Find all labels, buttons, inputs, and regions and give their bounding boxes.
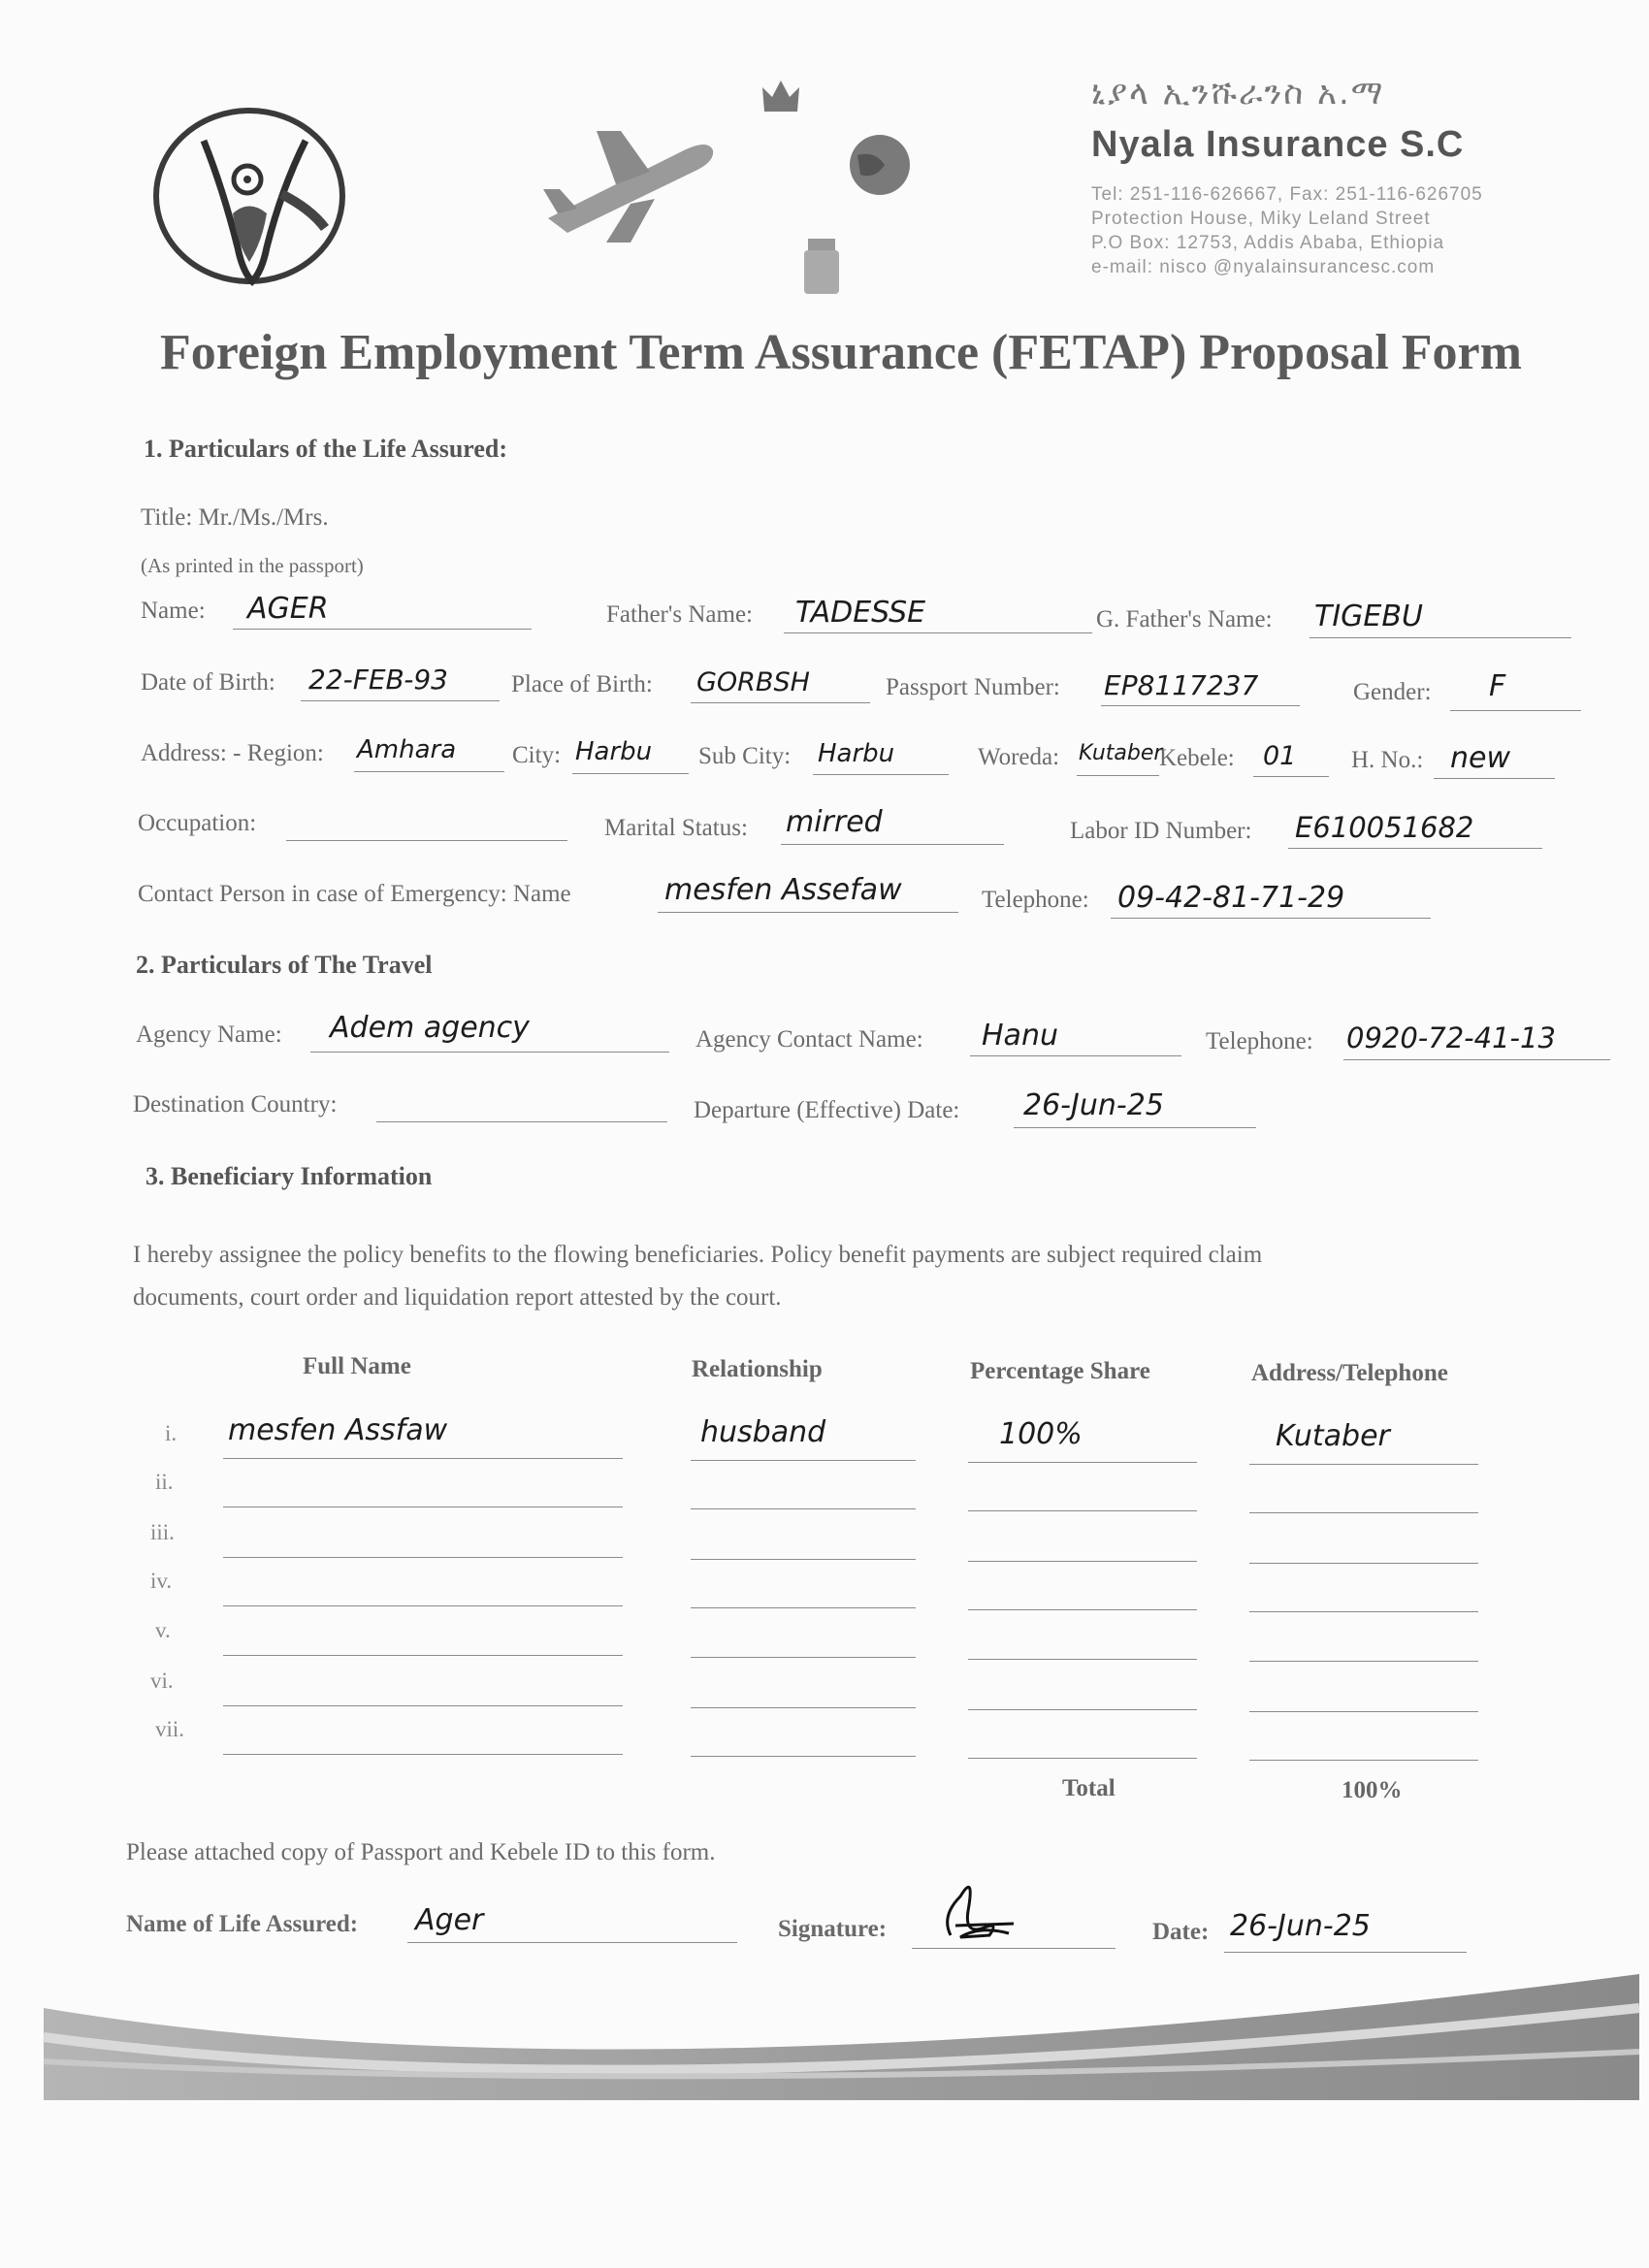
occupation-line: [286, 840, 567, 841]
agency-contact-line: [970, 1055, 1181, 1056]
passport-note: (As printed in the passport): [141, 554, 364, 577]
section2-heading: 2. Particulars of The Travel: [136, 951, 433, 979]
subcity-field[interactable]: Harbu: [818, 739, 895, 768]
name-field[interactable]: AGER: [247, 592, 329, 626]
woreda-field[interactable]: Kutaber: [1079, 741, 1163, 765]
medicine-bottle-icon: [800, 231, 844, 299]
assignment-paragraph-line2: documents, court order and liquidation report attested by the court.: [133, 1284, 782, 1311]
beneficiary-name-line: [223, 1705, 623, 1706]
beneficiary-name-line: [223, 1605, 623, 1606]
beneficiary-name-line: [223, 1754, 623, 1755]
total-value: 100%: [1342, 1777, 1403, 1803]
company-contact-line: P.O Box: 12753, Addis Ababa, Ethiopia: [1091, 233, 1445, 253]
beneficiary-address-line: [1249, 1512, 1478, 1513]
kebele-label: Kebele:: [1159, 745, 1235, 771]
row-number: vii.: [155, 1717, 185, 1741]
kebele-line: [1253, 776, 1329, 777]
beneficiary-relationship-line: [691, 1460, 916, 1461]
beneficiary-relationship-line: [691, 1756, 916, 1757]
pob-label: Place of Birth:: [511, 671, 653, 697]
row-number: vi.: [150, 1669, 174, 1693]
passport-number-field[interactable]: EP8117237: [1104, 669, 1259, 701]
agency-contact-field[interactable]: Hanu: [982, 1019, 1058, 1053]
marital-status-label: Marital Status:: [604, 815, 748, 841]
row-number: ii.: [155, 1470, 174, 1494]
father-name-line: [784, 632, 1092, 633]
gender-field[interactable]: F: [1489, 669, 1506, 703]
agency-telephone-field[interactable]: 0920-72-41-13: [1346, 1021, 1556, 1054]
labor-id-label: Labor ID Number:: [1070, 818, 1252, 844]
agency-telephone-label: Telephone:: [1206, 1028, 1313, 1054]
beneficiary-share-line: [968, 1709, 1197, 1710]
antelope-logo-icon: [146, 102, 354, 291]
signature-label: Signature:: [778, 1916, 888, 1942]
destination-line: [376, 1121, 667, 1122]
destination-label: Destination Country:: [133, 1091, 338, 1118]
column-header-address-telephone: Address/Telephone: [1251, 1360, 1448, 1386]
company-contact-block: [1091, 182, 1483, 279]
beneficiary-name-line: [223, 1458, 623, 1459]
region-field[interactable]: Amhara: [357, 735, 457, 764]
father-name-field[interactable]: TADESSE: [795, 596, 926, 630]
marital-status-field[interactable]: mirred: [786, 805, 883, 839]
woreda-label: Woreda:: [978, 744, 1060, 770]
beneficiary-address-line: [1249, 1611, 1478, 1612]
airplane-icon: [538, 112, 732, 247]
agency-name-line: [310, 1052, 669, 1053]
beneficiary-address-line: [1249, 1661, 1478, 1662]
form-title: Foreign Employment Term Assurance (FETAP) Proposal Form: [160, 325, 1522, 380]
house-number-line: [1434, 778, 1555, 779]
father-name-label: Father's Name:: [606, 601, 753, 628]
company-contact-line: e-mail: nisco @nyalainsurancesc.com: [1091, 257, 1436, 277]
grandfather-name-field[interactable]: TIGEBU: [1314, 599, 1423, 633]
emergency-contact-label: Contact Person in case of Emergency: Name: [138, 881, 571, 907]
row-number: iv.: [150, 1569, 173, 1593]
woreda-line: [1077, 775, 1159, 776]
house-number-label: H. No.:: [1351, 747, 1424, 773]
date-line: [1224, 1952, 1467, 1953]
agency-name-label: Agency Name:: [136, 1021, 282, 1048]
company-name: Nyala Insurance S.C: [1091, 124, 1465, 165]
column-header-relationship: Relationship: [692, 1356, 823, 1382]
row-number: v.: [155, 1618, 171, 1642]
dob-field[interactable]: 22-FEB-93: [308, 664, 448, 696]
labor-id-line: [1288, 848, 1542, 849]
beneficiary-address-line: [1249, 1760, 1478, 1761]
column-header-percentage-share: Percentage Share: [970, 1358, 1150, 1384]
labor-id-field[interactable]: E610051682: [1295, 811, 1474, 844]
passport-number-label: Passport Number:: [886, 674, 1060, 700]
crown-icon: [757, 73, 805, 121]
beneficiary-relationship-field[interactable]: husband: [700, 1415, 826, 1449]
beneficiary-address-line: [1249, 1563, 1478, 1564]
assured-name-line: [407, 1942, 737, 1943]
subcity-label: Sub City:: [698, 743, 792, 769]
beneficiary-share-line: [968, 1510, 1197, 1511]
emergency-telephone-line: [1111, 918, 1431, 919]
gender-label: Gender:: [1353, 679, 1432, 705]
column-header-full-name: Full Name: [303, 1353, 411, 1379]
grandfather-name-line: [1310, 637, 1571, 638]
grandfather-name-label: G. Father's Name:: [1096, 606, 1273, 632]
company-amharic-name: ኒያላ ኢንሹራንስ አ.ማ: [1091, 74, 1385, 113]
passport-number-line: [1101, 705, 1300, 706]
company-contact-line: Tel: 251-116-626667, Fax: 251-116-626705: [1091, 184, 1483, 205]
departure-date-label: Departure (Effective) Date:: [694, 1097, 960, 1123]
date-field[interactable]: 26-Jun-25: [1230, 1909, 1371, 1943]
name-line: [233, 629, 532, 630]
emergency-contact-field[interactable]: mesfen Assefaw: [664, 873, 902, 907]
beneficiary-relationship-line: [691, 1559, 916, 1560]
beneficiary-share-line: [968, 1462, 1197, 1463]
pob-field[interactable]: GORBSH: [696, 667, 810, 697]
beneficiary-address-line: [1249, 1464, 1478, 1465]
beneficiary-name-field[interactable]: mesfen Assfaw: [228, 1413, 448, 1447]
beneficiary-address-field[interactable]: Kutaber: [1276, 1419, 1390, 1453]
city-label: City:: [512, 742, 562, 768]
assured-name-label: Name of Life Assured:: [126, 1911, 359, 1937]
date-label: Date:: [1152, 1919, 1210, 1945]
occupation-label: Occupation:: [138, 810, 257, 836]
beneficiary-address-line: [1249, 1711, 1478, 1712]
attachment-note: Please attached copy of Passport and Kebele ID to this form.: [126, 1839, 716, 1865]
title-label: Title: Mr./Ms./Mrs.: [141, 504, 329, 531]
beneficiary-relationship-line: [691, 1607, 916, 1608]
dob-label: Date of Birth:: [141, 669, 275, 696]
assignment-paragraph-line1: I hereby assignee the policy benefits to the flowing beneficiaries. Policy benefit payments are subject required claim: [133, 1242, 1263, 1268]
section3-heading: 3. Beneficiary Information: [146, 1162, 433, 1190]
name-label: Name:: [141, 598, 206, 624]
emergency-telephone-field[interactable]: 09-42-81-71-29: [1117, 881, 1345, 915]
beneficiary-share-line: [968, 1758, 1197, 1759]
beneficiary-share-field[interactable]: 100%: [999, 1417, 1083, 1451]
beneficiary-name-line: [223, 1557, 623, 1558]
beneficiary-relationship-line: [691, 1508, 916, 1509]
house-number-field[interactable]: new: [1450, 741, 1511, 775]
emergency-contact-line: [658, 912, 958, 913]
footer-wave-banner: [39, 1969, 1649, 2105]
agency-name-field[interactable]: Adem agency: [330, 1011, 530, 1045]
gender-line: [1450, 710, 1581, 711]
beneficiary-relationship-line: [691, 1707, 916, 1708]
region-line: [354, 771, 504, 772]
assured-name-field[interactable]: Ager: [415, 1903, 484, 1937]
agency-contact-label: Agency Contact Name:: [695, 1026, 923, 1053]
departure-date-line: [1014, 1127, 1256, 1128]
section1-heading: 1. Particulars of the Life Assured:: [144, 435, 508, 463]
kebele-field[interactable]: 01: [1263, 741, 1297, 771]
globe-icon: [846, 131, 914, 199]
signature-mark[interactable]: [931, 1867, 1028, 1960]
region-label: Address: - Region:: [141, 740, 324, 766]
marital-status-line: [781, 844, 1004, 845]
row-number: i.: [165, 1421, 178, 1445]
city-line: [572, 773, 689, 774]
departure-date-field[interactable]: 26-Jun-25: [1023, 1088, 1164, 1122]
agency-telephone-line: [1343, 1059, 1610, 1060]
total-label: Total: [1062, 1775, 1116, 1801]
dob-line: [301, 700, 500, 701]
beneficiary-name-line: [223, 1655, 623, 1656]
pob-line: [691, 702, 870, 703]
company-contact-line: Protection House, Miky Leland Street: [1091, 209, 1431, 229]
row-number: iii.: [150, 1520, 175, 1544]
subcity-line: [813, 774, 949, 775]
beneficiary-share-line: [968, 1609, 1197, 1610]
city-field[interactable]: Harbu: [575, 737, 653, 766]
emergency-telephone-label: Telephone:: [982, 887, 1089, 913]
beneficiary-share-line: [968, 1561, 1197, 1562]
beneficiary-share-line: [968, 1659, 1197, 1660]
beneficiary-relationship-line: [691, 1657, 916, 1658]
